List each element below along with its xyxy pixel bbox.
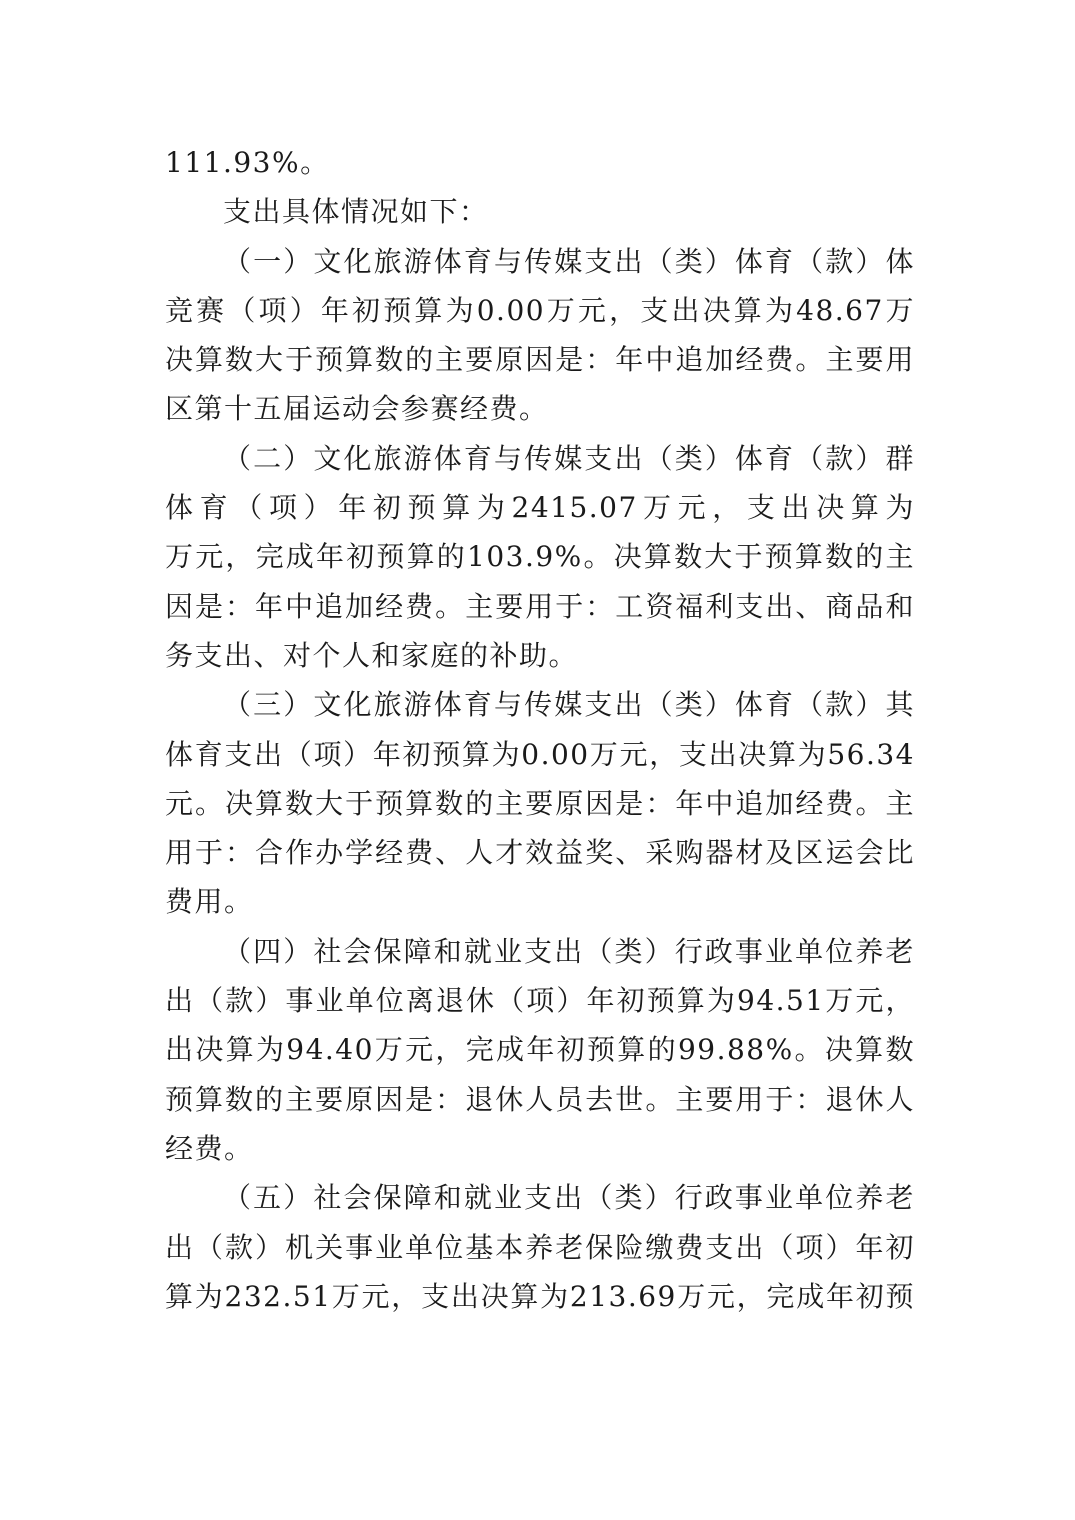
text-line: （四）社会保障和就业支出（类）行政事业单位养老 (223, 934, 915, 968)
text-line: 出（款）机关事业单位基本养老保险缴费支出（项）年初 (165, 1230, 915, 1264)
text-line: 支出具体情况如下： (223, 195, 489, 229)
text-line: 竞赛（项）年初预算为0.00万元，支出决算为48.67万 (165, 293, 915, 327)
text-line: 万元，完成年初预算的103.9%。决算数大于预算数的主 (165, 540, 915, 574)
text-line: 决算数大于预算数的主要原因是：年中追加经费。主要用 (165, 343, 915, 377)
text-line: 元。决算数大于预算数的主要原因是：年中追加经费。主 (165, 786, 915, 820)
text-line: 算为232.51万元，支出决算为213.69万元，完成年初预 (165, 1279, 915, 1313)
text-line: 用于：合作办学经费、人才效益奖、采购器材及区运会比 (165, 836, 915, 870)
text-line: 区第十五届运动会参赛经费。 (165, 392, 549, 426)
text-line: 预算数的主要原因是：退休人员去世。主要用于：退休人 (165, 1082, 915, 1116)
text-line: （一）文化旅游体育与传媒支出（类）体育（款）体 (223, 244, 915, 278)
text-line: 经费。 (165, 1131, 254, 1165)
text-line: 111.93%。 (165, 146, 330, 179)
body-text (165, 138, 915, 1321)
text-line: （三）文化旅游体育与传媒支出（类）体育（款）其 (223, 688, 915, 722)
text-line: （五）社会保障和就业支出（类）行政事业单位养老 (223, 1181, 915, 1215)
text-line: 费用。 (165, 885, 254, 919)
text-line: （二）文化旅游体育与传媒支出（类）体育（款）群 (223, 441, 915, 475)
text-line: 体育（项）年初预算为2415.07万元，支出决算为 (165, 491, 915, 525)
text-line: 出决算为94.40万元，完成年初预算的99.88%。决算数 (165, 1033, 915, 1067)
text-line: 务支出、对个人和家庭的补助。 (165, 638, 579, 672)
text-line: 体育支出（项）年初预算为0.00万元，支出决算为56.34 (165, 737, 915, 771)
text-line: 因是：年中追加经费。主要用于：工资福利支出、商品和 (165, 589, 915, 623)
text-line: 出（款）事业单位离退休（项）年初预算为94.51万元， (165, 984, 915, 1018)
